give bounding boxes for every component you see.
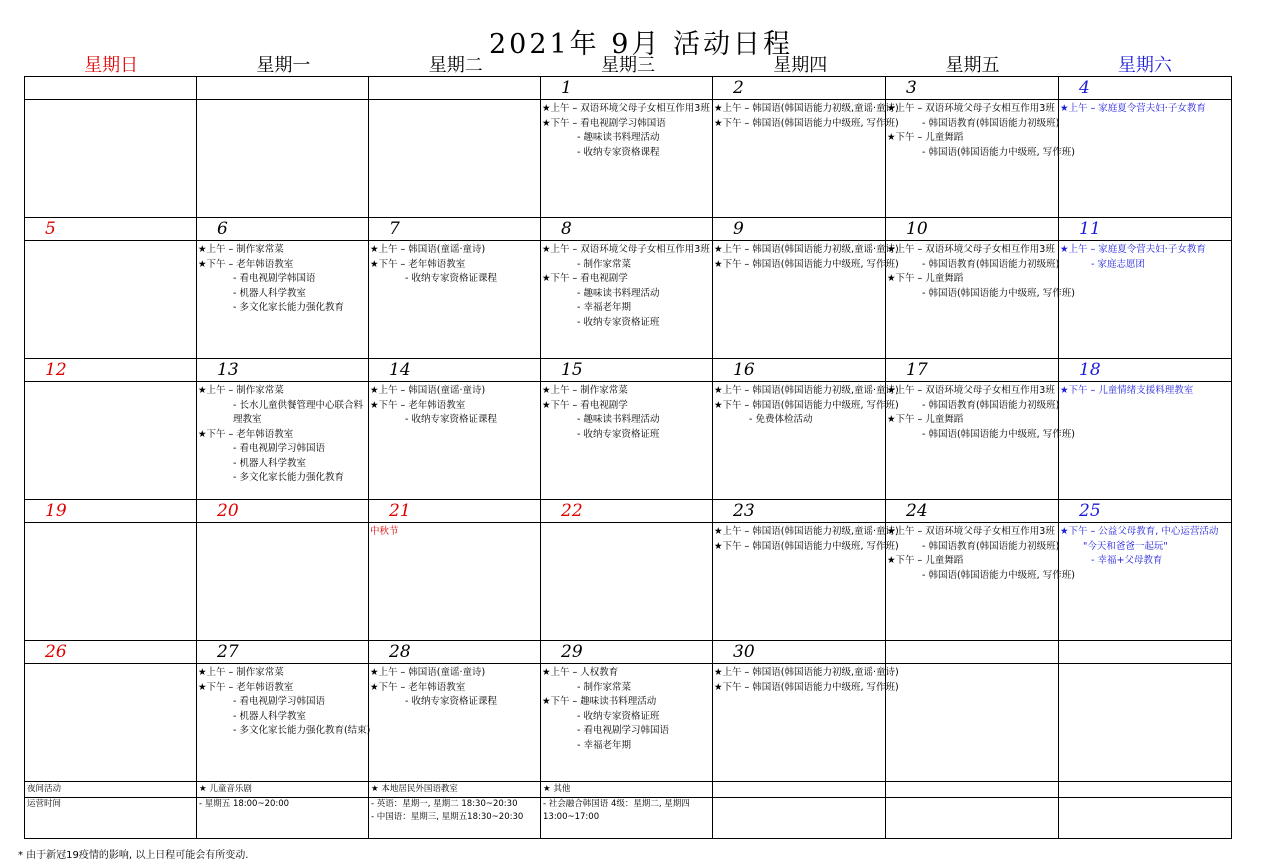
day-number-cell [369, 77, 541, 100]
day-number: 14 [389, 360, 411, 380]
event-item: - 收纳专家资格证班 [577, 710, 660, 722]
day-events-cell [1059, 523, 1232, 641]
day-events-cell [369, 100, 541, 218]
page-title: 2021年 9月 活动日程 [488, 29, 794, 60]
holiday-label: 中秋节 [370, 526, 399, 537]
day-events-cell [25, 523, 197, 641]
event-item: ★上午 – 韩国语(韩国语能力初级,童谣·童诗) [714, 667, 899, 678]
event-item: - 收纳专家资格证课程 [405, 414, 497, 425]
event-list [369, 523, 540, 540]
week-event-row [25, 382, 1232, 500]
week-date-row [25, 641, 1232, 664]
weekday-header [25, 53, 1231, 76]
day-number: 21 [389, 501, 411, 521]
day-events-cell [369, 523, 541, 641]
day-events-cell [886, 241, 1075, 359]
day-number: 18 [1079, 360, 1101, 380]
event-item: ★上午 – 韩国语(韩国语能力初级,童谣·童诗) [714, 103, 899, 114]
day-number-cell [886, 500, 1059, 523]
day-events-cell [886, 382, 1075, 500]
weekday-sunday: 星期日 [84, 55, 139, 76]
event-item: ★下午 – 韩国语(韩国语能力中级班, 写作班) [714, 399, 899, 411]
event-list [886, 100, 1075, 160]
event-list [25, 241, 196, 243]
event-list [886, 382, 1075, 442]
event-item: ★上午 – 韩国语(韩国语能力初级,童谣·童诗) [714, 526, 899, 537]
day-number: 5 [45, 219, 56, 239]
event-item: ★下午 – 老年韩语教室 [370, 399, 466, 411]
day-events-cell [197, 382, 369, 500]
day-number-cell [25, 218, 197, 241]
event-item: ★下午 – 儿童情绪支援料理教室 [1060, 385, 1194, 396]
day-events-cell [886, 100, 1075, 218]
day-number-cell [541, 77, 713, 100]
event-item: ★上午 – 人权教育 [542, 667, 619, 678]
event-item: ★下午 – 韩国语(韩国语能力中级班, 写作班) [714, 540, 899, 552]
event-item: ★上午 – 双语环境父母子女相互作用3班 [887, 385, 1055, 396]
event-item: - 收纳专家资格证课程 [405, 696, 497, 707]
operating-time-english: - 英语：星期一, 星期二 18:30~20:30 [371, 799, 518, 809]
event-item: - 韩国语教育(韩国语能力初级班) [922, 258, 1060, 270]
week-date-row [25, 77, 1232, 100]
day-number-cell [25, 77, 197, 100]
day-events-cell [1059, 382, 1232, 500]
day-events-cell [25, 241, 197, 359]
event-item: ★上午 – 双语环境父母子女相互作用3班 [887, 526, 1055, 537]
night-activity-row [25, 782, 1232, 798]
event-list [25, 100, 196, 102]
week-event-row [25, 100, 1232, 218]
day-events-cell [1059, 100, 1232, 218]
event-list [886, 523, 1075, 583]
event-item: - 韩国语教育(韩国语能力初级班) [922, 399, 1060, 411]
night-activity-monday: ★ 儿童音乐剧 [197, 782, 369, 798]
day-number-cell [25, 641, 197, 664]
event-list [369, 100, 540, 102]
day-events-cell [713, 523, 899, 641]
event-item: - 韩国语(韩国语能力中级班, 写作班) [922, 146, 1075, 158]
day-number-cell [713, 218, 886, 241]
event-item: ★上午 – 制作家常菜 [198, 244, 284, 255]
event-item: "今天和爸爸一起玩" [1083, 540, 1168, 552]
operating-time-monday: - 星期五 18:00~20:00 [197, 798, 369, 839]
event-item: ★上午 – 双语环境父母子女相互作用3班 [887, 244, 1055, 255]
day-number: 26 [45, 642, 67, 662]
event-item: ★上午 – 制作家常菜 [198, 667, 284, 678]
day-number-cell [369, 500, 541, 523]
event-item: ★下午 – 老年韩语教室 [198, 681, 294, 693]
operating-time-korean-hours: 13:00~17:00 [543, 812, 600, 822]
event-list [197, 100, 368, 102]
day-number: 13 [217, 360, 239, 380]
event-list [197, 523, 368, 525]
event-item: ★上午 – 韩国语(韩国语能力初级,童谣·童诗) [714, 385, 899, 396]
day-number: 15 [561, 360, 583, 380]
day-number-cell [713, 77, 886, 100]
day-number: 29 [561, 642, 583, 662]
event-item: - 韩国语(韩国语能力中级班, 写作班) [922, 428, 1075, 440]
operating-time-label: 运营时间 [25, 798, 197, 839]
day-number-cell [886, 218, 1059, 241]
day-number-cell [1059, 641, 1232, 664]
event-list [541, 664, 712, 753]
day-events-cell [713, 664, 899, 782]
day-number: 8 [561, 219, 572, 239]
event-list [713, 523, 899, 554]
event-item: - 看电视剧学习韩国语 [233, 443, 325, 454]
event-item: - 长水儿童供餐管理中心联合料理教室 [233, 399, 363, 425]
event-item: - 多文化家长能力强化教育 [233, 472, 344, 483]
event-item: ★下午 – 看电视剧学习韩国语 [542, 117, 666, 129]
day-number-cell [886, 77, 1059, 100]
week-date-row [25, 359, 1232, 382]
event-item: ★上午 – 双语环境父母子女相互作用3班 [887, 103, 1055, 114]
event-item: ★上午 – 双语环境父母子女相互作用3班 [542, 103, 710, 114]
event-item: - 多文化家长能力强化教育(结束) [233, 725, 371, 736]
day-number-cell [25, 500, 197, 523]
day-number-cell [197, 359, 369, 382]
day-number-cell [197, 218, 369, 241]
day-number: 3 [906, 78, 917, 98]
event-item: - 韩国语(韩国语能力中级班, 写作班) [922, 287, 1075, 299]
day-number-cell [369, 641, 541, 664]
event-item: ★下午 – 老年韩语教室 [370, 258, 466, 270]
event-item: - 免费体检活动 [749, 414, 813, 425]
day-number-cell [369, 218, 541, 241]
operating-time-tuesday [369, 798, 541, 839]
day-number-cell [1059, 500, 1232, 523]
event-item: ★上午 – 制作家常菜 [198, 385, 284, 396]
event-list [1059, 241, 1231, 272]
event-item: ★上午 – 制作家常菜 [542, 385, 628, 396]
weekday-thursday: 星期四 [773, 55, 828, 76]
event-item: - 幸福老年期 [577, 739, 631, 751]
event-list [1059, 382, 1231, 399]
event-item: - 多文化家长能力强化教育 [233, 302, 344, 313]
day-number: 19 [45, 501, 67, 521]
day-number: 9 [733, 219, 744, 239]
event-item: - 趣味读书料理活动 [577, 132, 660, 143]
event-list [369, 664, 540, 710]
day-number: 2 [733, 78, 744, 98]
day-number-cell [713, 500, 886, 523]
event-item: ★下午 – 看电视剧学 [542, 273, 628, 284]
day-number-cell [25, 359, 197, 382]
day-events-cell [25, 100, 197, 218]
day-number-cell [197, 77, 369, 100]
day-number-cell [1059, 77, 1232, 100]
day-number-cell [1059, 218, 1232, 241]
event-item: - 韩国语教育(韩国语能力初级班) [922, 540, 1060, 552]
day-events-cell [713, 241, 899, 359]
event-list [197, 241, 368, 316]
day-number-cell [886, 641, 1059, 664]
night-activity-wednesday: ★ 其他 [541, 782, 713, 798]
day-number: 7 [389, 219, 400, 239]
event-item: ★下午 – 趣味读书料理活动 [542, 696, 657, 707]
event-item: - 看电视剧学习韩国语 [577, 725, 669, 736]
event-list [541, 382, 712, 442]
day-number-cell [541, 641, 713, 664]
event-list [1059, 100, 1231, 117]
event-item: ★上午 – 家庭夏令营夫妇·子女教育 [1060, 244, 1206, 255]
event-item: ★下午 – 老年韩语教室 [198, 258, 294, 270]
event-item: ★上午 – 韩国语(童谣·童诗) [370, 385, 486, 396]
event-list [541, 100, 712, 160]
event-list [25, 382, 196, 384]
day-number-cell [541, 500, 713, 523]
event-item: - 收纳专家资格课程 [577, 146, 660, 158]
event-list [197, 664, 371, 739]
week-event-row [25, 664, 1232, 782]
week-date-row [25, 500, 1232, 523]
day-events-cell [541, 382, 713, 500]
event-item: - 收纳专家资格证课程 [405, 273, 497, 284]
day-number-cell [541, 359, 713, 382]
day-number: 16 [733, 360, 755, 380]
event-item: ★下午 – 老年韩语教室 [370, 681, 466, 693]
day-events-cell [541, 523, 713, 641]
event-list [197, 382, 368, 486]
day-events-cell [25, 382, 197, 500]
event-list [713, 100, 899, 131]
day-number-cell [1059, 359, 1232, 382]
day-events-cell [1059, 664, 1232, 782]
day-events-cell [541, 241, 713, 359]
day-number: 30 [733, 642, 755, 662]
night-activity-tuesday: ★ 本地居民外国语教室 [369, 782, 541, 798]
event-item: - 韩国语(韩国语能力中级班, 写作班) [922, 569, 1075, 581]
day-number: 1 [561, 78, 572, 98]
event-list [713, 664, 899, 695]
calendar-grid [24, 76, 1232, 839]
weekday-wednesday: 星期三 [600, 55, 655, 76]
day-number: 20 [217, 501, 239, 521]
day-events-cell [1059, 241, 1232, 359]
day-events-cell [197, 100, 369, 218]
operating-time-wednesday [541, 798, 713, 839]
operating-time-korean: - 社会融合韩国语 4级：星期二, 星期四 [543, 799, 690, 809]
day-number: 12 [45, 360, 67, 380]
event-item: - 制作家常菜 [577, 681, 631, 693]
event-list [886, 241, 1075, 301]
day-number-cell [197, 500, 369, 523]
day-number-cell [713, 641, 886, 664]
footnote: * 由于新冠19疫情的影响, 以上日程可能会有所变动. [18, 850, 249, 861]
event-list [886, 664, 1058, 666]
day-number-cell [886, 359, 1059, 382]
weekday-saturday: 星期六 [1117, 55, 1172, 76]
day-events-cell [713, 382, 899, 500]
day-number: 24 [906, 501, 928, 521]
event-item: - 趣味读书料理活动 [577, 414, 660, 425]
event-list [369, 382, 540, 428]
event-list [541, 241, 712, 330]
day-number: 11 [1079, 219, 1101, 239]
day-events-cell [369, 664, 541, 782]
event-item: ★下午 – 儿童舞蹈 [887, 273, 964, 284]
event-list [713, 382, 899, 428]
day-events-cell [197, 241, 369, 359]
event-item: - 收纳专家资格证班 [577, 428, 660, 440]
event-item: ★下午 – 老年韩语教室 [198, 428, 294, 440]
event-list [369, 241, 540, 287]
event-list [713, 241, 899, 272]
event-item: ★下午 – 儿童舞蹈 [887, 414, 964, 425]
event-item: - 韩国语教育(韩国语能力初级班) [922, 117, 1060, 129]
event-item: ★下午 – 公益父母教育, 中心运营活动 [1060, 526, 1219, 537]
day-number: 23 [733, 501, 755, 521]
day-events-cell [541, 664, 713, 782]
event-item: ★上午 – 家庭夏令营夫妇·子女教育 [1060, 103, 1206, 114]
day-number-cell [713, 359, 886, 382]
event-item: ★上午 – 双语环境父母子女相互作用3班 [542, 244, 710, 255]
day-number: 6 [217, 219, 228, 239]
event-item: - 机器人科学教室 [233, 710, 306, 722]
day-events-cell [369, 241, 541, 359]
event-item: ★下午 – 看电视剧学 [542, 399, 628, 411]
event-item: ★下午 – 韩国语(韩国语能力中级班, 写作班) [714, 258, 899, 270]
event-item: - 机器人科学教室 [233, 287, 306, 299]
day-events-cell [541, 100, 713, 218]
event-item: - 制作家常菜 [577, 258, 631, 270]
day-number: 27 [217, 642, 239, 662]
week-event-row [25, 523, 1232, 641]
day-number: 25 [1079, 501, 1101, 521]
event-item: - 家庭志愿团 [1091, 258, 1145, 270]
event-item: - 看电视剧学习韩国语 [233, 696, 325, 707]
event-item: - 收纳专家资格证班 [577, 316, 660, 328]
day-number: 17 [906, 360, 928, 380]
day-events-cell [886, 664, 1059, 782]
event-item: ★下午 – 儿童舞蹈 [887, 555, 964, 566]
event-list [25, 664, 196, 666]
day-number: 22 [561, 501, 583, 521]
event-item: - 幸福老年期 [577, 302, 631, 313]
event-list [1059, 664, 1231, 666]
event-item: ★下午 – 儿童舞蹈 [887, 132, 964, 143]
day-number: 4 [1079, 78, 1090, 98]
event-item: - 幸福+父母教育 [1091, 555, 1163, 566]
event-item: - 趣味读书料理活动 [577, 287, 660, 299]
event-item: ★下午 – 韩国语(韩国语能力中级班, 写作班) [714, 681, 899, 693]
day-events-cell [886, 523, 1075, 641]
day-events-cell [197, 664, 369, 782]
day-number-cell [369, 359, 541, 382]
event-item: - 机器人科学教室 [233, 457, 306, 469]
weekday-monday: 星期一 [256, 55, 311, 76]
day-number: 28 [389, 642, 411, 662]
day-events-cell [25, 664, 197, 782]
event-item: ★下午 – 韩国语(韩国语能力中级班, 写作班) [714, 117, 899, 129]
operating-time-row [25, 798, 1232, 839]
day-number: 10 [906, 219, 928, 239]
day-events-cell [197, 523, 369, 641]
week-event-row [25, 241, 1232, 359]
event-item: - 看电视剧学韩国语 [233, 273, 316, 284]
weekday-tuesday: 星期二 [428, 55, 483, 76]
week-date-row [25, 218, 1232, 241]
event-list [1059, 523, 1231, 569]
event-item: ★上午 – 韩国语(韩国语能力初级,童谣·童诗) [714, 244, 899, 255]
operating-time-chinese: - 中国语：星期三, 星期五18:30~20:30 [371, 812, 524, 822]
weekday-friday: 星期五 [945, 55, 1000, 76]
event-list [541, 523, 712, 525]
night-activity-label: 夜间活动 [25, 782, 197, 798]
day-number-cell [541, 218, 713, 241]
event-item: ★上午 – 韩国语(童谣·童诗) [370, 244, 486, 255]
day-events-cell [713, 100, 899, 218]
day-number-cell [197, 641, 369, 664]
day-events-cell [369, 382, 541, 500]
event-item: ★上午 – 韩国语(童谣·童诗) [370, 667, 486, 678]
event-list [25, 523, 196, 525]
